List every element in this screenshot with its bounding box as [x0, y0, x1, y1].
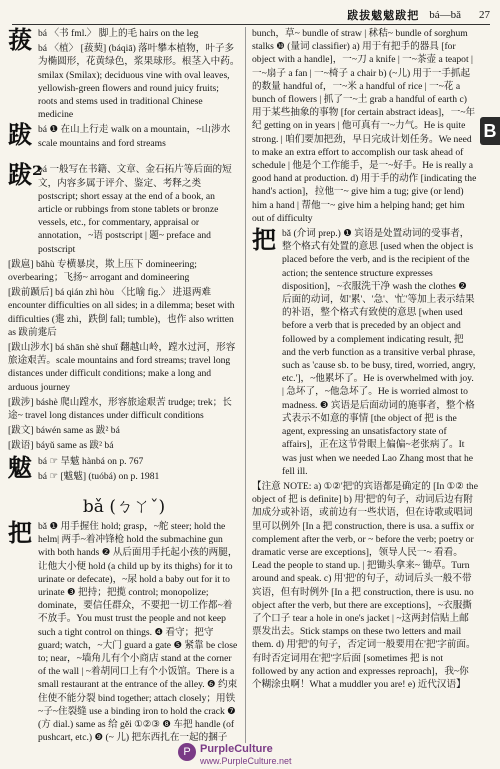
entry-text: bá ❶ 在山上行走 walk on a mountain，~山涉水 scale mountains and ford streams: [38, 124, 231, 149]
entry-text: bǎ (介词 prep.) ❶ 宾语是处置动词的受事者，整个格式有处置的意思 [used when the object is placed before the verb, and is the recipient of the action; the sentence structure expresses disposition]，~衣服洗干净 wash the clothes ❷ 后面的动词，如'累'、'急'、'忙'等加上表示结果的补语，整个格式有致使的意思 [when used before a verb that is preceded by an object and followed by a complement indicating result, 把 and the verb function as a transitive verbal phrase, such as 'cause sb. to be busy, tired, worried, angry, etc.']，~他累坏了。He is overwhelmed with joy. | 急坏了，~他急坏了。He is worried almost to madness. ❸ 宾语是后面动词的施事者，整个格式表示不如意的事情 [the object of 把 is the agent, expressing an unsatisfactory state of affairs]，正在这节骨眼上偏偏~老张病了。It was just when we needed Lao Zhang most that he fell ill.: [282, 228, 476, 477]
headword-ba-walk: 跋: [8, 120, 32, 150]
right-column: [252, 27, 478, 743]
headword-ba-preposition: 把: [252, 225, 276, 255]
usage-note: 【注意 NOTE: a) ①②'把'的宾语都是确定的 [In ①② the object of 把 is definite] b) 用'把'的句子，动词后边有附加成分或补语，或前边有一些状语，但在诗歌或唱词里可以例外 [In a 把 construction, there is usa. a suffix or complement after the verb, or ~ before the verb; poetry or dramatic verse are exceptions]，领导人民一~ 看看。Lead the people to stand up. | 把锄头拿来~ 锄草。Turn around and speak. c) 用'把'的句子，动词后头一般不带宾语，但有时例外 [In a 把 construction, there is usu. no object after the verb, but there are exceptions]，~衣服撕了个口子 tear a hole in one's jacket | ~这两封信贴上邮票发出去。Stick stamps on these two letters and mail them. d) 用'把'的句子，否定词一般要用在'把'字前面。有时否定词用在'把'字后面 [sometimes 把 is not followed by any action and expresses reproach]，我~你个糊涂虫啊！What a muddler you are! e) 近代汉语】: [252, 480, 478, 690]
entry-bashe: [跋涉] báshè 爬山蹚水，形容旅途艰苦 trudge; trek；长途~ travel long distances under difficult conditions: [8, 396, 232, 422]
entry-text: bá 〈书 fml.〉 脚上的毛 hairs on the leg: [38, 28, 199, 39]
entry-ba-postscript: [8, 160, 240, 255]
entry-ba-hair: [8, 27, 240, 121]
entry-ba-continued: bunch，草~ bundle of straw | 秫秸~ bundle of sorghum stalks ❿ (量词 classifier) a) 用于有把手的器具 [for object with a handle]，一~刀 a knife | 一~茶壶 a teapot | 一~扇子 a fan | 一~椅子 a chair b) (~儿) 用于一手抓起的数量 handful of，一~米 a handful of rice | 一~花 a bunch of flowers | 抓了一~土 grab a handful of earth c) 用于某些抽象的事物 [for certain abstract ideas]，一~年纪 getting on in years | 他可真有一~力气。He is quite strong. | 咱们要加把劲，早日完成计划任务。We need to make an extra effort to accomplish our task ahead of schedule | 他是个工作能手，是一~好手。He is really a good hand at production. d) 用于手的动作 [indicating the hand's action]，拉他一~ give him a tug; give (or lend) him a hand | 帮他一~ give him a helping hand; get him out of difficulty: [252, 28, 477, 224]
watermark-name: PurpleCulture: [200, 743, 273, 755]
entry-ba-walk: [8, 120, 240, 161]
header-title: 跋拔魃魃跋把: [347, 10, 420, 22]
entry-text: bá 一般写在书籍、文章、金石拓片等后面的短文，内容多属于评介、鉴定、考释之类 postscript; short essay at the end of a book, an article or rubbings from stone tablets or bronze vessels, etc., for commentary, appraisal or annotation，~语 postscript | 题~ preface and postscript: [38, 164, 232, 255]
entry-text: bá ☞ 旱魃 hànbá on p. 767: [38, 455, 144, 467]
watermark-url: www.PurpleCulture.net: [200, 756, 292, 766]
entry-text: bá ☞ [魃魃] (tuóbá) on p. 1981: [38, 470, 160, 482]
entry-ba-hold: [8, 517, 240, 743]
left-column: [8, 27, 240, 743]
headword-ba-hair: 菝: [8, 27, 32, 54]
header-pinyin: bá—bǎ: [429, 9, 461, 21]
section-tab-b: B: [480, 117, 500, 145]
page-number: 27: [479, 9, 490, 21]
entry-bashansheshui: [跋山涉水] bá shān shè shuǐ 翻越山岭，蹚水过河，形容旅途艰苦。scale mountains and ford streams; travel long distances under difficult conditions; make a long and arduous journey: [8, 342, 236, 393]
headword-ba-hold: 把: [8, 517, 32, 547]
entry-ba-preposition: [252, 227, 478, 478]
watermark-logo-icon: P: [178, 743, 196, 761]
entry-bayu: [跋语] báyǔ same as 跋² bá: [8, 440, 114, 452]
entry-bawen: [跋文] báwén same as 跋² bá: [8, 425, 120, 437]
page-header: [12, 6, 490, 25]
entry-text: bá 〈植〉 [菝葜] (báqiā) 落叶攀本植物，叶子多为椭圆形，花黄绿色，浆果球形。根茎入中药。smilax (Smilax); deciduous vine with oval leaves, yellowish-green flowers and round juicy fruits; roots and stems used in traditional Chinese medicine: [38, 43, 240, 121]
headword-ba-demon: 魃: [8, 452, 32, 482]
entry-text: bǎ ❶ 用手握住 hold; grasp，~舵 steer; hold the helm| 两手~着冲锋枪 hold the submachine gun with both hands ❷ 从后面用手托起小孩的两腿，让他大小便 hold (a child up by its thighs) for it to urinate or defecate)，~尿 hold a baby out for it to urinate ❸ 把持；把揽 control; monopolize; dominate，要信任群众，不要把一切工作都~着不放手。You must trust the people and not keep such a tight control on things. ❹ 看守；把守 guard; watch，~大门 guard a gate ❺ 紧靠 be close to; near，~墙角儿有个小商店 stand at the corner of the wall | ~着胡同口上有个小饭馆。There is a small restaurant at the entrance of the alley. ❻ 约束住使不能分裂 bind together; attach closely；用铁~子~住裂缝 use a binding iron to hold the crack ❼ (方 dial.) same as 给 gěi ①②③ ❽ 车把 handle (of pushcart, etc.) ❾ (~ 儿) 把东西扎在一起的捆子: [38, 520, 238, 743]
entry-bahu: [跋扈] bǎhù 专横暴戾，欺上压下 domineering; overbearing；飞扬~ arrogant and domineering: [8, 258, 197, 284]
column-divider: [245, 27, 246, 743]
entry-baqianzhihou: [跋前踬后] bá qián zhì hòu 〈比喻 fig.〉 进退两难 encounter difficulties on all sides; in a dilemma; beset with difficulties (疐 zhì，跌倒 fall; tumble)，也作 also written as 跋前疐后: [8, 287, 235, 338]
section-pinyin-heading: bǎ (ㄅㄚˇ): [82, 496, 166, 517]
entry-ba-demon: [8, 452, 240, 493]
headword-ba-postscript: 跋²: [8, 160, 43, 190]
